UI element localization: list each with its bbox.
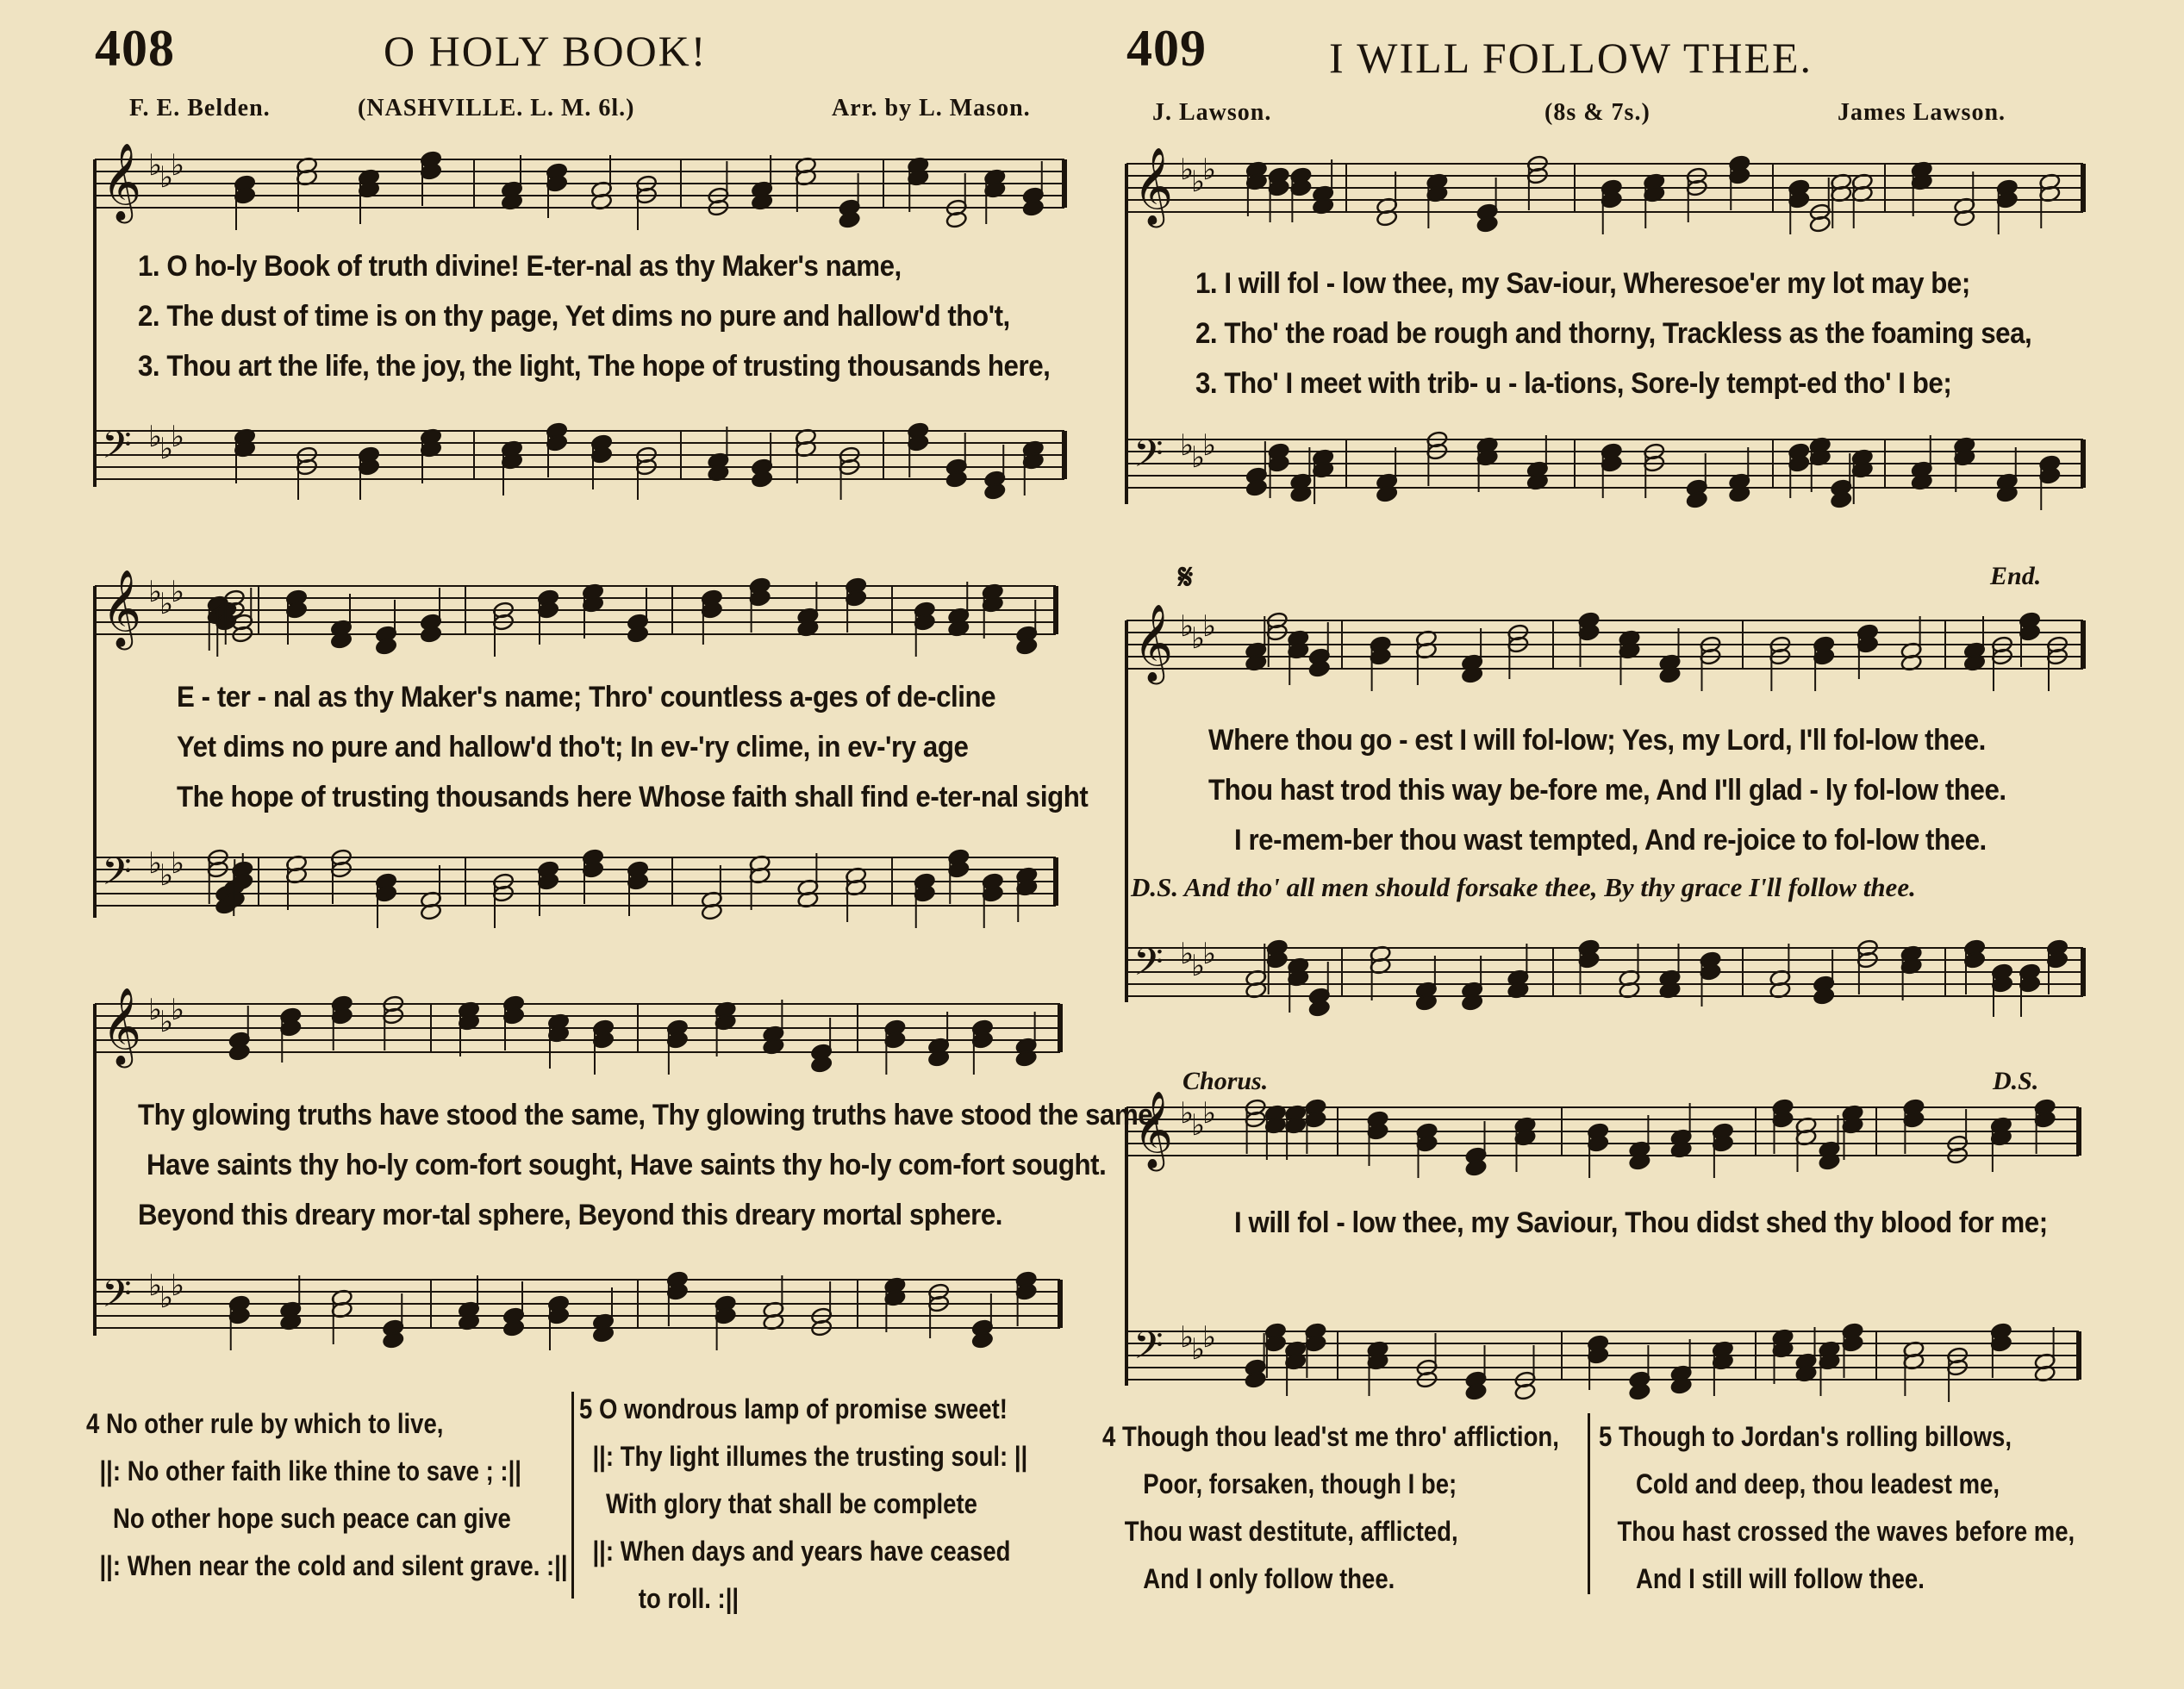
verse-4 — [86, 1400, 568, 1590]
bass-clef: 𝄢 — [102, 1271, 132, 1325]
verse-line: ||: Thy light illumes the trusting soul: || — [592, 1441, 1028, 1472]
lyric-line: Yet dims no pure and hallow'd tho't; In ev-'ry clime, in ev-'ry age — [177, 731, 969, 763]
treble-clef: 𝄞 — [102, 570, 142, 647]
music-system-1 — [1092, 142, 2184, 521]
treble-clef: 𝄞 — [1133, 604, 1174, 682]
credit-composer: James Lawson. — [1838, 99, 2006, 126]
flat-sign: ♭ — [171, 148, 185, 183]
flat-sign: ♭ — [159, 1005, 174, 1039]
verse-4 — [1102, 1413, 1559, 1603]
music-system-3 — [0, 982, 1160, 1353]
verse-5 — [579, 1386, 1027, 1623]
flat-sign: ♭ — [1191, 621, 1206, 656]
chorus-system — [1092, 1069, 2184, 1413]
verse-line: 4 Though thou lead'st me thro' affliction, — [1102, 1421, 1559, 1452]
lyric-line: Where thou go - est I will fol-low; Yes, my Lord, I'll fol-low thee. — [1208, 724, 1986, 757]
hymn-title: O HOLY BOOK! — [384, 27, 708, 75]
credit-words: F. E. Belden. — [129, 95, 271, 122]
end-label: End. — [1990, 562, 2042, 590]
flat-sign: ♭ — [1202, 609, 1217, 644]
flat-sign: ♭ — [1180, 428, 1195, 463]
credit-arranger: Arr. by L. Mason. — [832, 95, 1031, 122]
hymn-title: I WILL FOLLOW THEE. — [1329, 34, 1813, 82]
verse-line: And I only follow thee. — [1143, 1563, 1395, 1594]
hymn-number: 408 — [95, 20, 175, 77]
lyric-line: Beyond this dreary mor-tal sphere, Beyond this dreary mortal sphere. — [138, 1199, 1003, 1231]
verse-line: to roll. :|| — [638, 1583, 739, 1614]
column-divider — [571, 1392, 574, 1599]
verse-line: ||: When days and years have ceased — [592, 1536, 1011, 1567]
lyric-line: 1. O ho-ly Book of truth divine! E-ter-nal as thy Maker's name, — [138, 250, 902, 283]
verse-line: No other hope such peace can give — [112, 1503, 511, 1534]
treble-clef: 𝄞 — [102, 143, 142, 221]
treble-clef: 𝄞 — [102, 988, 142, 1065]
flat-sign: ♭ — [148, 420, 163, 454]
bass-clef: 𝄢 — [102, 849, 132, 903]
verse-line: Poor, forsaken, though I be; — [1143, 1468, 1457, 1499]
flat-sign: ♭ — [171, 575, 185, 609]
flat-sign: ♭ — [159, 160, 174, 195]
lyric-line: Have saints thy ho-ly com-fort sought, Have saints thy ho-ly com-fort sought. — [147, 1149, 1107, 1181]
music-system-1 — [0, 138, 1092, 500]
segno-sign: 𝄋 — [1178, 558, 1194, 596]
lyric-line: 2. The dust of time is on thy page, Yet dims no pure and hallow'd tho't, — [138, 300, 1010, 333]
verse-line: 5 O wondrous lamp of promise sweet! — [579, 1393, 1008, 1424]
music-staff — [1092, 1069, 2184, 1413]
music-system-2 — [1092, 560, 2184, 1017]
flat-sign: ♭ — [148, 148, 163, 183]
hymn-409 — [1092, 0, 2184, 1689]
hymn-number: 409 — [1126, 20, 1207, 77]
flat-sign: ♭ — [1191, 165, 1206, 199]
flat-sign: ♭ — [1191, 1332, 1206, 1367]
ds-instruction: D.S. And tho' all men should forsake thee, By thy grace I'll follow thee. — [1131, 872, 1916, 902]
bass-clef: 𝄢 — [1133, 431, 1164, 485]
bass-clef: 𝄢 — [1133, 1323, 1164, 1377]
verse-line: Cold and deep, thou leadest me, — [1636, 1468, 2000, 1499]
bass-clef: 𝄢 — [102, 422, 132, 477]
verse-line: 5 Though to Jordan's rolling billows, — [1599, 1421, 2012, 1452]
flat-sign: ♭ — [159, 858, 174, 893]
lyric-line: I will fol - low thee, my Saviour, Thou didst shed thy blood for me; — [1234, 1206, 2048, 1239]
flat-sign: ♭ — [1180, 609, 1195, 644]
lyric-line: Thou hast trod this way be-fore me, And I'll glad - ly fol-low thee. — [1208, 774, 2006, 807]
lyric-line: I re-mem-ber thou wast tempted, And re-joice to fol-low thee. — [1234, 824, 1987, 857]
flat-sign: ♭ — [171, 1268, 185, 1303]
verse-line: And I still will follow thee. — [1636, 1563, 1925, 1594]
ds-label: D.S. — [1993, 1067, 2039, 1095]
flat-sign: ♭ — [1191, 949, 1206, 983]
lyric-line: 3. Tho' I meet with trib- u - la-tions, Sore-ly tempt-ed tho' I be; — [1195, 367, 1952, 400]
lyric-line: E - ter - nal as thy Maker's name; Thro' countless a-ges of de-cline — [177, 681, 996, 714]
verse-line: With glory that shall be complete — [605, 1488, 977, 1519]
flat-sign: ♭ — [148, 846, 163, 881]
flat-sign: ♭ — [171, 846, 185, 881]
flat-sign: ♭ — [1202, 1320, 1217, 1355]
flat-sign: ♭ — [1202, 153, 1217, 187]
column-divider — [1588, 1413, 1590, 1594]
lyric-line: The hope of trusting thousands here Whose faith shall find e-ter-nal sight — [177, 781, 1089, 813]
flat-sign: ♭ — [1191, 1108, 1206, 1143]
flat-sign: ♭ — [1202, 937, 1217, 971]
verse-line: 4 No other rule by which to live, — [86, 1408, 444, 1439]
music-system-2 — [0, 564, 1092, 935]
lyric-line: 3. Thou art the life, the joy, the light, The hope of trusting thousands here, — [138, 350, 1051, 383]
flat-sign: ♭ — [171, 993, 185, 1027]
credit-meter: (8s & 7s.) — [1544, 99, 1650, 126]
flat-sign: ♭ — [1202, 428, 1217, 463]
lyric-line: 2. Tho' the road be rough and thorny, Trackless as the foaming sea, — [1195, 317, 2032, 350]
flat-sign: ♭ — [159, 432, 174, 466]
flat-sign: ♭ — [148, 993, 163, 1027]
flat-sign: ♭ — [148, 1268, 163, 1303]
credit-words: J. Lawson. — [1152, 99, 1272, 126]
flat-sign: ♭ — [148, 575, 163, 609]
verse-line: ||: No other faith like thine to save ; :|| — [99, 1455, 521, 1486]
verse-line: Thou wast destitute, afflicted, — [1124, 1516, 1458, 1547]
verse-line: ||: When near the cold and silent grave. :|| — [99, 1550, 568, 1581]
flat-sign: ♭ — [1180, 1320, 1195, 1355]
flat-sign: ♭ — [1191, 440, 1206, 475]
bass-clef: 𝄢 — [1133, 939, 1164, 994]
verse-line: Thou hast crossed the waves before me, — [1617, 1516, 2075, 1547]
lyric-line: 1. I will fol - low thee, my Sav-iour, Wheresoe'er my lot may be; — [1195, 267, 1970, 300]
flat-sign: ♭ — [1180, 937, 1195, 971]
flat-sign: ♭ — [1202, 1096, 1217, 1131]
treble-clef: 𝄞 — [1133, 1091, 1174, 1169]
flat-sign: ♭ — [159, 1281, 174, 1315]
chorus-label: Chorus. — [1182, 1067, 1269, 1095]
lyric-line: Thy glowing truths have stood the same, Thy glowing truths have stood the same. — [138, 1099, 1160, 1131]
treble-clef: 𝄞 — [1133, 147, 1174, 225]
flat-sign: ♭ — [1180, 153, 1195, 187]
credit-tune: (NASHVILLE. L. M. 6l.) — [358, 95, 635, 122]
flat-sign: ♭ — [1180, 1096, 1195, 1131]
flat-sign: ♭ — [171, 420, 185, 454]
verse-5 — [1599, 1413, 2075, 1603]
flat-sign: ♭ — [159, 587, 174, 621]
